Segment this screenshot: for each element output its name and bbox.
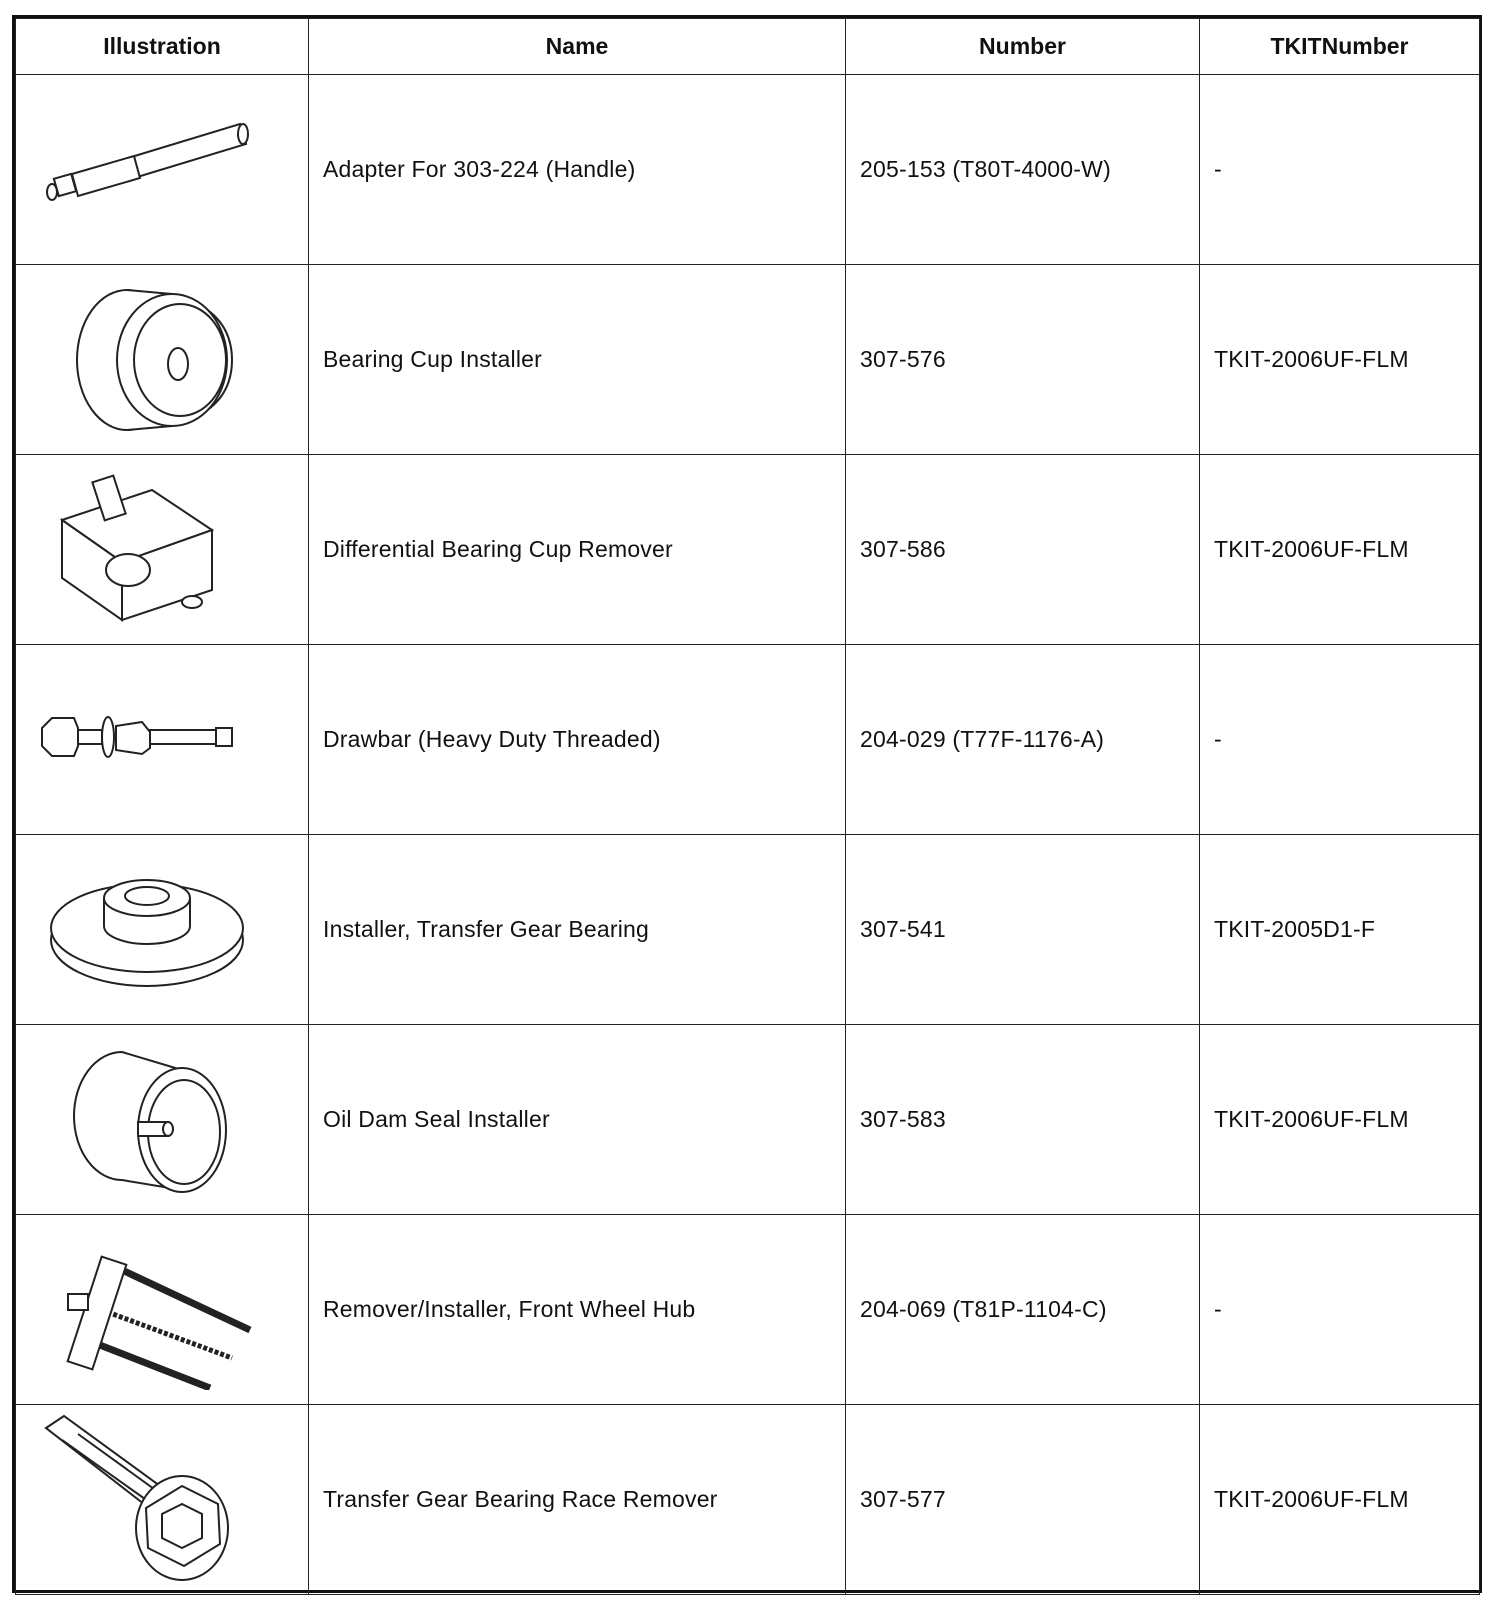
drawbar-icon: [16, 700, 308, 780]
race-remover-icon: [16, 1412, 308, 1587]
tkit-number: -: [1200, 645, 1480, 835]
illustration-cell: [16, 835, 309, 1025]
tkit-number: -: [1200, 1215, 1480, 1405]
tool-number: 307-583: [846, 1025, 1200, 1215]
tool-number: 307-541: [846, 835, 1200, 1025]
illustration-cell: [16, 1215, 309, 1405]
tkit-number: TKIT-2006UF-FLM: [1200, 1025, 1480, 1215]
tools-table: [15, 18, 1480, 1595]
tkit-number: TKIT-2006UF-FLM: [1200, 265, 1480, 455]
illustration-cell: [16, 265, 309, 455]
table-row: [16, 835, 1480, 1025]
tool-number: 204-029 (T77F-1176-A): [846, 645, 1200, 835]
table-row: [16, 1405, 1480, 1595]
tool-number: 307-577: [846, 1405, 1200, 1595]
table-row: [16, 75, 1480, 265]
handle-adapter-icon: [16, 110, 308, 230]
tool-name: Oil Dam Seal Installer: [309, 1025, 846, 1215]
table-row: [16, 265, 1480, 455]
gear-bearing-installer-icon: [16, 860, 308, 1000]
illustration-cell: [16, 1405, 309, 1595]
tkit-number: -: [1200, 75, 1480, 265]
tool-number: 204-069 (T81P-1104-C): [846, 1215, 1200, 1405]
table-row: [16, 1025, 1480, 1215]
tool-name: Drawbar (Heavy Duty Threaded): [309, 645, 846, 835]
illustration-cell: [16, 455, 309, 645]
header-number: Number: [846, 19, 1200, 75]
header-illustration: Illustration: [16, 19, 309, 75]
tkit-number: TKIT-2006UF-FLM: [1200, 1405, 1480, 1595]
tool-name: Transfer Gear Bearing Race Remover: [309, 1405, 846, 1595]
oil-dam-seal-installer-icon: [16, 1040, 308, 1200]
cup-remover-icon: [16, 470, 308, 630]
tool-number: 205-153 (T80T-4000-W): [846, 75, 1200, 265]
tool-name: Bearing Cup Installer: [309, 265, 846, 455]
header-name: Name: [309, 19, 846, 75]
illustration-cell: [16, 75, 309, 265]
header-row: [16, 19, 1480, 75]
table-row: [16, 455, 1480, 645]
tkit-number: TKIT-2006UF-FLM: [1200, 455, 1480, 645]
tkit-number: TKIT-2005D1-F: [1200, 835, 1480, 1025]
header-tkit-number: TKITNumber: [1200, 19, 1480, 75]
special-tools-table: [12, 15, 1482, 1593]
tool-number: 307-586: [846, 455, 1200, 645]
table-row: [16, 1215, 1480, 1405]
tool-name: Adapter For 303-224 (Handle): [309, 75, 846, 265]
illustration-cell: [16, 1025, 309, 1215]
hub-remover-icon: [16, 1230, 308, 1390]
table-row: [16, 645, 1480, 835]
tool-name: Remover/Installer, Front Wheel Hub: [309, 1215, 846, 1405]
illustration-cell: [16, 645, 309, 835]
tool-name: Differential Bearing Cup Remover: [309, 455, 846, 645]
bearing-cup-installer-icon: [16, 280, 308, 440]
tool-number: 307-576: [846, 265, 1200, 455]
tool-name: Installer, Transfer Gear Bearing: [309, 835, 846, 1025]
